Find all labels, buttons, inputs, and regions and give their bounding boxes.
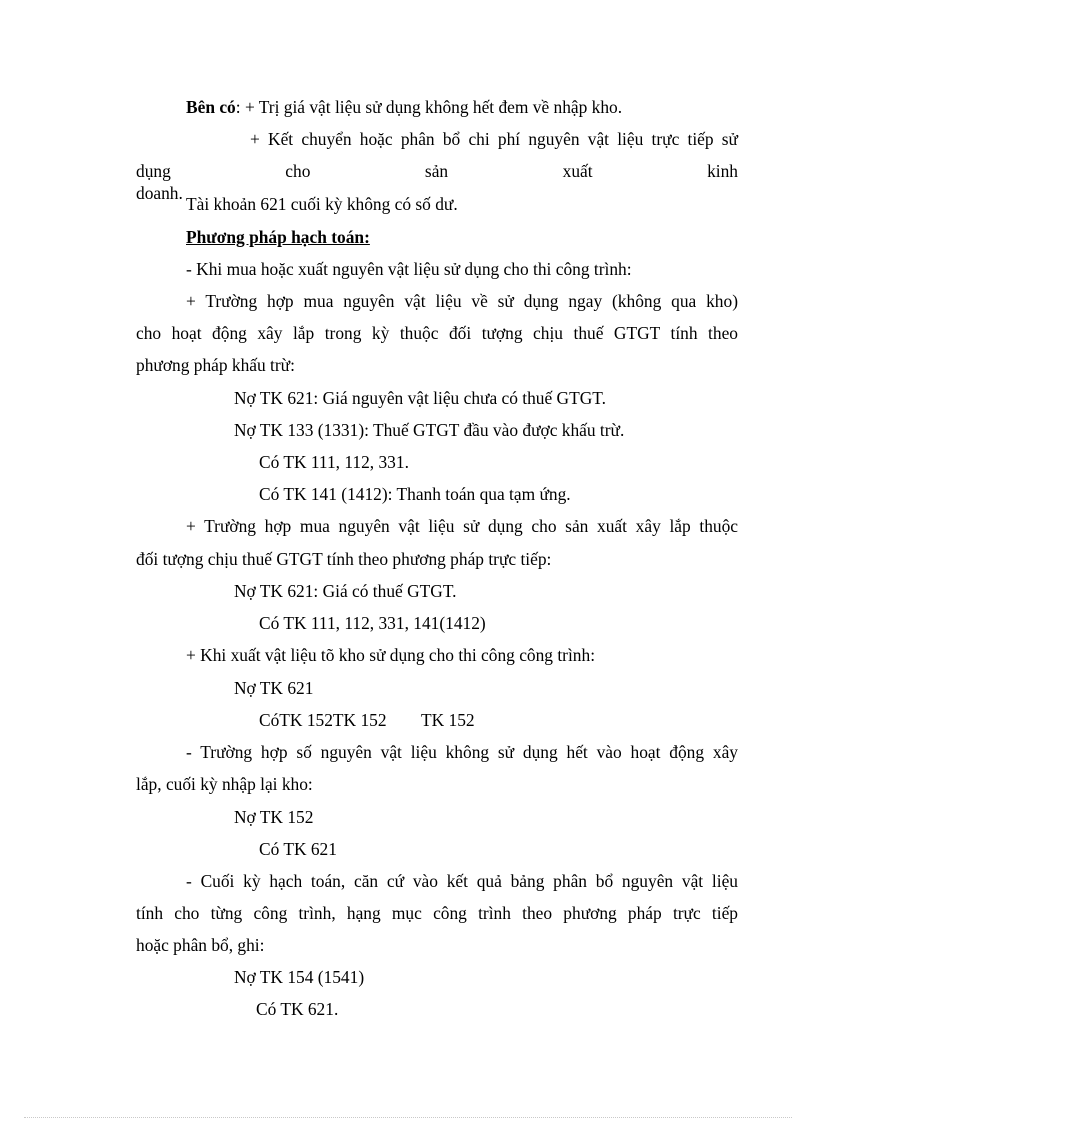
line-ben-co	[186, 96, 738, 118]
line-truong-hop-3: - Trường hợp số nguyên vật liệu không sử dụng hết vào hoạt động xây	[186, 742, 738, 762]
line-cho-hoat-dong: cho hoạt động xây lắp trong kỳ thuộc đối tượng chịu thuế GTGT tính theo	[136, 323, 738, 343]
line-doi-tuong: đối tượng chịu thuế GTGT tính theo phương pháp trực tiếp:	[136, 549, 552, 569]
line-khi-mua: - Khi mua hoặc xuất nguyên vật liệu sử dụng cho thi công trình:	[186, 259, 632, 279]
line-truong-hop-1: + Trường hợp mua nguyên vật liệu về sử dụng ngay (không qua kho)	[186, 291, 738, 311]
entry-no-154: Nợ TK 154 (1541)	[234, 967, 365, 987]
entry-co-111-a: Có TK 111, 112, 331.	[259, 452, 409, 472]
line-lap-cuoi-ky: lắp, cuối kỳ nhập lại kho:	[136, 774, 313, 794]
text-ben-co: : + Trị giá vật liệu sử dụng không hết đem về nhập kho.	[235, 97, 623, 117]
line-dung-cho: dụng cho sản xuất kinh doanh.	[136, 161, 738, 203]
line-phan-bo-ghi: hoặc phân bổ, ghi:	[136, 935, 265, 955]
line-ket-chuyen: + Kết chuyển hoặc phân bổ chi phí nguyên vật liệu trực tiếp sử	[250, 129, 738, 149]
line-khi-xuat: + Khi xuất vật liệu tõ kho sử dụng cho thi công công trình:	[186, 645, 596, 665]
entry-co-621-a: Có TK 621	[259, 839, 337, 859]
entry-no-152: Nợ TK 152	[234, 807, 314, 827]
entry-co-111-b: Có TK 111, 112, 331, 141(1412)	[259, 613, 486, 633]
entry-co-152: CóTK 152TK 152 TK 152	[259, 710, 475, 730]
entry-no-621-a: Nợ TK 621: Giá nguyên vật liệu chưa có thuế GTGT.	[234, 388, 606, 408]
line-tinh-cho: tính cho từng công trình, hạng mục công trình theo phương pháp trực tiếp	[136, 903, 738, 923]
label-ben-co: Bên có	[186, 97, 236, 117]
line-cuoi-ky: - Cuối kỳ hạch toán, căn cứ vào kết quả bảng phân bổ nguyên vật liệu	[186, 871, 738, 891]
section-heading: Phương pháp hạch toán:	[186, 227, 370, 247]
entry-co-141: Có TK 141 (1412): Thanh toán qua tạm ứng.	[259, 484, 571, 504]
entry-no-621-b: Nợ TK 621: Giá có thuế GTGT.	[234, 581, 457, 601]
line-khau-tru: phương pháp khấu trừ:	[136, 355, 295, 375]
entry-no-133: Nợ TK 133 (1331): Thuế GTGT đầu vào được khấu trừ.	[234, 420, 625, 440]
line-truong-hop-2: + Trường hợp mua nguyên vật liệu sử dụng cho sản xuất xây lắp thuộc	[186, 516, 738, 536]
page-bottom-border	[24, 1117, 792, 1118]
entry-no-621-c: Nợ TK 621	[234, 678, 314, 698]
entry-co-621-b: Có TK 621.	[256, 999, 339, 1019]
line-tai-khoan: Tài khoản 621 cuối kỳ không có số dư.	[186, 194, 458, 214]
